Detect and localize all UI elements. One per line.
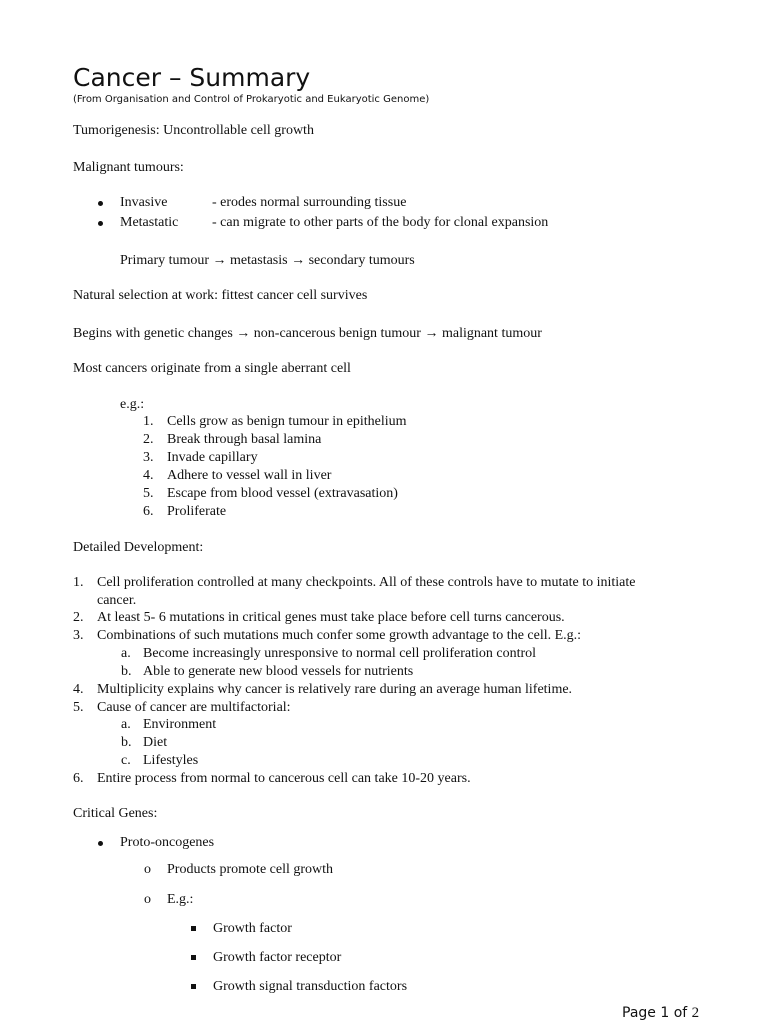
square-bullet-icon	[191, 955, 196, 960]
detailed-subitem-letter: a.	[121, 646, 131, 661]
detailed-subitem-letter: b.	[121, 664, 132, 679]
detailed-subitem-text: Diet	[143, 735, 168, 750]
detailed-item-number: 3.	[73, 628, 84, 643]
detailed-item-text: Multiplicity explains why cancer is relatively rare during an average human lifetime.	[97, 682, 573, 697]
page-number-footer	[622, 1004, 699, 1022]
detailed-item-number: 4.	[73, 682, 84, 697]
tumour-flow: Primary tumour → metastasis → secondary tumours	[120, 253, 415, 268]
hollow-bullet-icon: o	[144, 892, 151, 907]
detailed-heading: Detailed Development:	[73, 540, 204, 555]
bullet-icon	[98, 221, 103, 226]
example-item: Growth factor receptor	[213, 950, 342, 965]
origin-line: Most cancers originate from a single aberrant cell	[73, 361, 351, 376]
detailed-item-number: 1.	[73, 575, 84, 590]
eg-step-number: 5.	[143, 486, 154, 501]
malignant-term-metastatic: Metastatic	[120, 215, 179, 230]
detailed-item-text: Combinations of such mutations much confer some growth advantage to the cell. E.g.:	[97, 628, 582, 643]
page-subtitle: (From Organisation and Control of Prokaryotic and Eukaryotic Genome)	[73, 94, 430, 105]
eg-label: e.g.:	[120, 397, 145, 412]
eg-step-number: 3.	[143, 450, 154, 465]
detailed-item-text: Cell proliferation controlled at many checkpoints. All of these controls have to mutate to initiate	[97, 575, 636, 590]
eg-step-text: Escape from blood vessel (extravasation)	[167, 486, 398, 501]
hollow-bullet-icon: o	[144, 862, 151, 877]
proto-sub-item: E.g.:	[167, 892, 194, 907]
detailed-item-text: Entire process from normal to cancerous cell can take 10-20 years.	[97, 771, 471, 786]
detailed-subitem-text: Able to generate new blood vessels for nutrients	[143, 664, 414, 679]
eg-step-text: Invade capillary	[167, 450, 258, 465]
page-total: 2	[691, 1005, 700, 1021]
malignant-desc-invasive: - erodes normal surrounding tissue	[212, 195, 407, 210]
eg-step-number: 2.	[143, 432, 154, 447]
page-number-label: Page 1 of	[622, 1005, 692, 1021]
malignant-term-invasive: Invasive	[120, 195, 168, 210]
example-item: Growth signal transduction factors	[213, 979, 408, 994]
detailed-item-number: 2.	[73, 610, 84, 625]
eg-step-text: Proliferate	[167, 504, 227, 519]
detailed-item-number: 5.	[73, 700, 84, 715]
eg-step-number: 1.	[143, 414, 154, 429]
eg-step-number: 6.	[143, 504, 154, 519]
detailed-subitem-text: Environment	[143, 717, 217, 732]
eg-step-number: 4.	[143, 468, 154, 483]
detailed-item-text: Cause of cancer are multifactorial:	[97, 700, 291, 715]
detailed-item-number: 6.	[73, 771, 84, 786]
detailed-subitem-letter: b.	[121, 735, 132, 750]
eg-step-text: Cells grow as benign tumour in epithelium	[167, 414, 407, 429]
page-title: Cancer – Summary	[73, 63, 311, 92]
genetic-changes-line: Begins with genetic changes → non-cancerous benign tumour → malignant tumour	[73, 326, 542, 341]
eg-step-text: Adhere to vessel wall in liver	[167, 468, 332, 483]
detailed-item-continuation: cancer.	[97, 593, 137, 608]
example-item: Growth factor	[213, 921, 292, 936]
bullet-icon	[98, 841, 103, 846]
square-bullet-icon	[191, 984, 196, 989]
detailed-subitem-letter: c.	[121, 753, 131, 768]
malignant-desc-metastatic: - can migrate to other parts of the body for clonal expansion	[212, 215, 549, 230]
square-bullet-icon	[191, 926, 196, 931]
detailed-subitem-text: Become increasingly unresponsive to normal cell proliferation control	[143, 646, 537, 661]
detailed-subitem-letter: a.	[121, 717, 131, 732]
natural-selection-line: Natural selection at work: fittest cancer cell survives	[73, 288, 368, 303]
malignant-heading: Malignant tumours:	[73, 160, 184, 175]
critical-genes-heading: Critical Genes:	[73, 806, 158, 821]
detailed-item-text: At least 5- 6 mutations in critical genes must take place before cell turns cancerous.	[97, 610, 565, 625]
bullet-icon	[98, 201, 103, 206]
eg-step-text: Break through basal lamina	[167, 432, 322, 447]
proto-sub-item: Products promote cell growth	[167, 862, 334, 877]
tumorigenesis-line: Tumorigenesis: Uncontrollable cell growth	[73, 123, 314, 138]
detailed-subitem-text: Lifestyles	[143, 753, 199, 768]
proto-oncogenes-label: Proto-oncogenes	[120, 835, 215, 850]
